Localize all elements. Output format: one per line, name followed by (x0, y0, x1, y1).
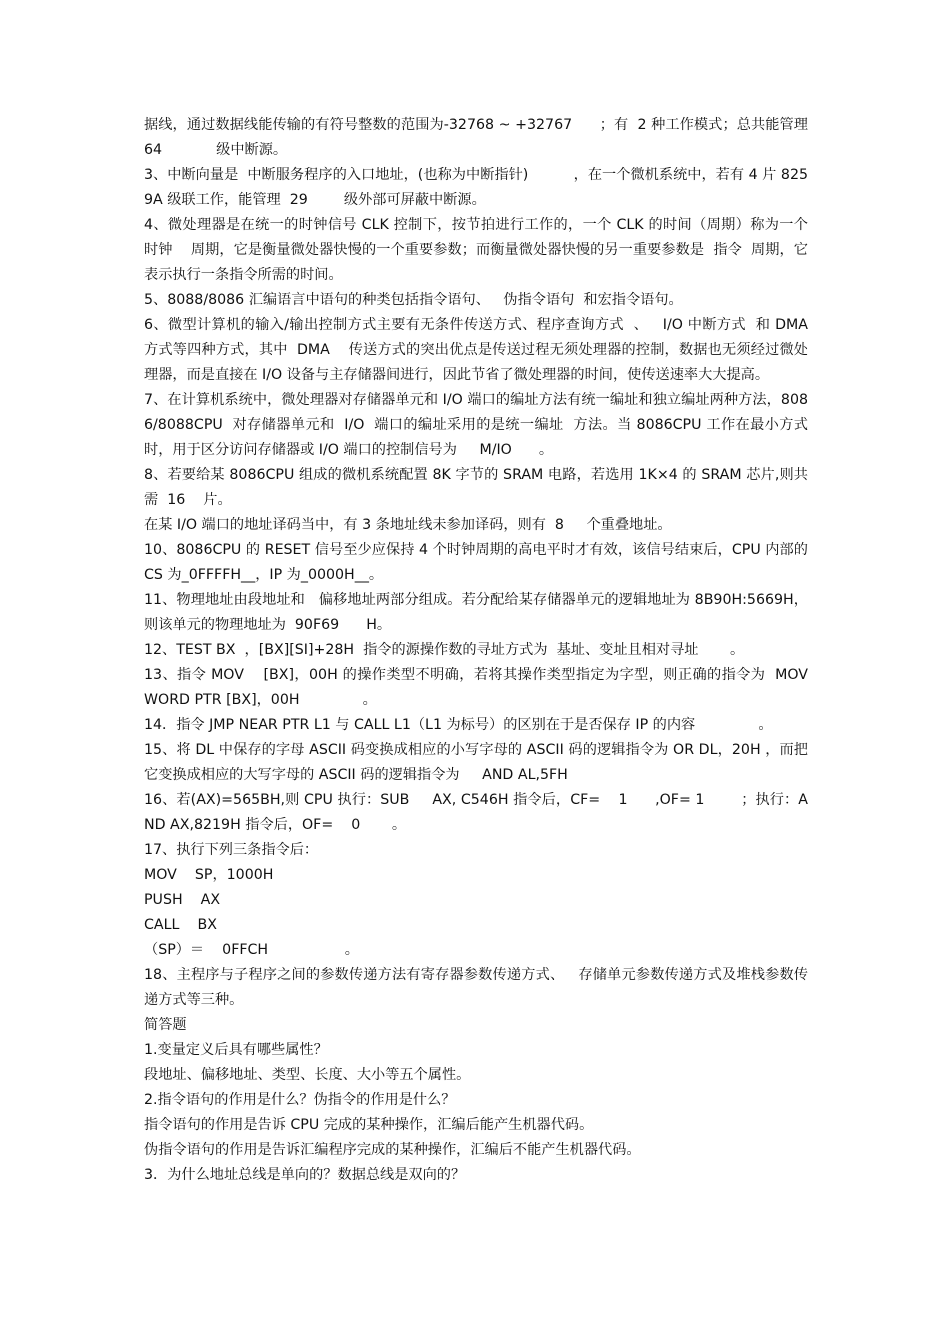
paragraph-q10-reset: 10、8086CPU 的 RESET 信号至少应保持 4 个时钟周期的高电平时才有效，该信号结束后，CPU 内部的 CS 为_0FFFFH__，IP 为_0000H__。 (144, 542, 813, 583)
paragraph-q9-overlap-address: 在某 I/O 端口的地址译码当中，有 3 条地址线未参加译码，则有 8 个重叠地址。 (144, 517, 672, 533)
paragraph-q7-addressing: 7、在计算机系统中，微处理器对存储器单元和 I/O 端口的编址方法有统一编址和独立编址两种方法，8086/8088CPU 对存储器单元和 I/O 端口的编址采用的是统一编址 方法。当 8086CPU 工作在最小方式时，用于区分访问存储器或 I/O 端口的控制信号为 M/IO 。 (144, 392, 808, 458)
paragraph-sa2-answer-2: 伪指令语句的作用是告诉汇编程序完成的某种操作，汇编后不能产生机器代码。 (144, 1142, 641, 1158)
paragraph-sa2-question: 2.指令语句的作用是什么？伪指令的作用是什么？ (144, 1092, 456, 1108)
paragraph-q3-interrupt-vector: 3、中断向量是 中断服务程序的入口地址，(也称为中断指针) ，在一个微机系统中，若有 4 片 8259A 级联工作，能管理 29 级外部可屏蔽中断源。 (144, 167, 808, 208)
paragraph-sa1-question: 1.变量定义后具有哪些属性？ (144, 1042, 328, 1058)
paragraph-q14-jmp-call: 14．指令 JMP NEAR PTR L1 与 CALL L1（L1 为标号）的区别在于是否保存 IP 的内容 。 (144, 717, 773, 733)
paragraph-sa2-answer-1: 指令语句的作用是告诉 CPU 完成的某种操作，汇编后能产生机器代码。 (144, 1117, 594, 1133)
paragraph-q11-physical-address: 11、物理地址由段地址和 偏移地址两部分组成。若分配给某存储器单元的逻辑地址为 8B90H:5669H，则该单元的物理地址为 90F69 H。 (144, 592, 808, 633)
paragraph-q18-parameter-passing: 18、主程序与子程序之间的参数传递方法有寄存器参数传递方式、 存储单元参数传递方式及堆栈参数传递方式等三种。 (144, 967, 808, 1008)
paragraph-q5-statement-types: 5、8088/8086 汇编语言中语句的种类包括指令语句、 伪指令语句 和宏指令语句。 (144, 292, 683, 308)
paragraph-sa1-answer: 段地址、偏移地址、类型、长度、大小等五个属性。 (144, 1067, 471, 1083)
paragraph-q17-title: 17、执行下列三条指令后： (144, 842, 319, 858)
code-line-call: CALL BX (144, 917, 217, 933)
paragraph-q17-answer: （SP）＝ 0FFCH 。 (144, 942, 359, 958)
paragraph-q8-sram: 8、若要给某 8086CPU 组成的微机系统配置 8K 字节的 SRAM 电路，若选用 1K×4 的 SRAM 芯片,则共需 16 片。 (144, 467, 808, 508)
paragraph-sa3-question: 3．为什么地址总线是单向的？数据总线是双向的？ (144, 1167, 466, 1183)
paragraph-data-bus-range: 据线，通过数据线能传输的有符号整数的范围为-32768 ~ +32767 ；有 2 种工作模式；总共能管理 64 级中断源。 (144, 117, 813, 158)
paragraph-q6-io-control: 6、微型计算机的输入/输出控制方式主要有无条件传送方式、程序查询方式 、 I/O 中断方式 和 DMA 方式等四种方式，其中 DMA 传送方式的突出优点是传送过程无须处理器的控制，数据也无须经过微处理器，而是直接在 I/O 设备与主存储器间进行，因此节省了微处理器的时间，使传送速率大大提高。 (144, 317, 813, 383)
code-line-mov: MOV SP，1000H (144, 867, 274, 883)
paragraph-q16-flags: 16、若(AX)=565BH,则 CPU 执行：SUB AX, C546H 指令后，CF= 1 ,OF= 1 ；执行：AND AX,8219H 指令后，OF= 0 。 (144, 792, 808, 833)
paragraph-q4-clock-cycle: 4、微处理器是在统一的时钟信号 CLK 控制下，按节拍进行工作的，一个 CLK 的时间（周期）称为一个 时钟 周期，它是衡量微处器快慢的一个重要参数；而衡量微处器快慢的另一重要参数是 指令 周期，它表示执行一条指令所需的时间。 (144, 217, 818, 283)
code-line-push: PUSH AX (144, 892, 221, 908)
section-heading-short-answer: 简答题 (144, 1017, 187, 1033)
document-page (144, 113, 818, 1188)
paragraph-q15-ascii-case: 15、将 DL 中保存的字母 ASCII 码变换成相应的小写字母的 ASCII 码的逻辑指令为 OR DL，20H ，而把它变换成相应的大写字母的 ASCII 码的逻辑指令为 AND AL,5FH (144, 742, 808, 783)
paragraph-q13-mov-word: 13、指令 MOV [BX]，00H 的操作类型不明确，若将其操作类型指定为字型，则正确的指令为 MOV WORD PTR [BX]，00H 。 (144, 667, 813, 708)
paragraph-q12-addressing-mode: 12、TEST BX ，[BX][SI]+28H 指令的源操作数的寻址方式为 基址、变址且相对寻址 。 (144, 642, 745, 658)
